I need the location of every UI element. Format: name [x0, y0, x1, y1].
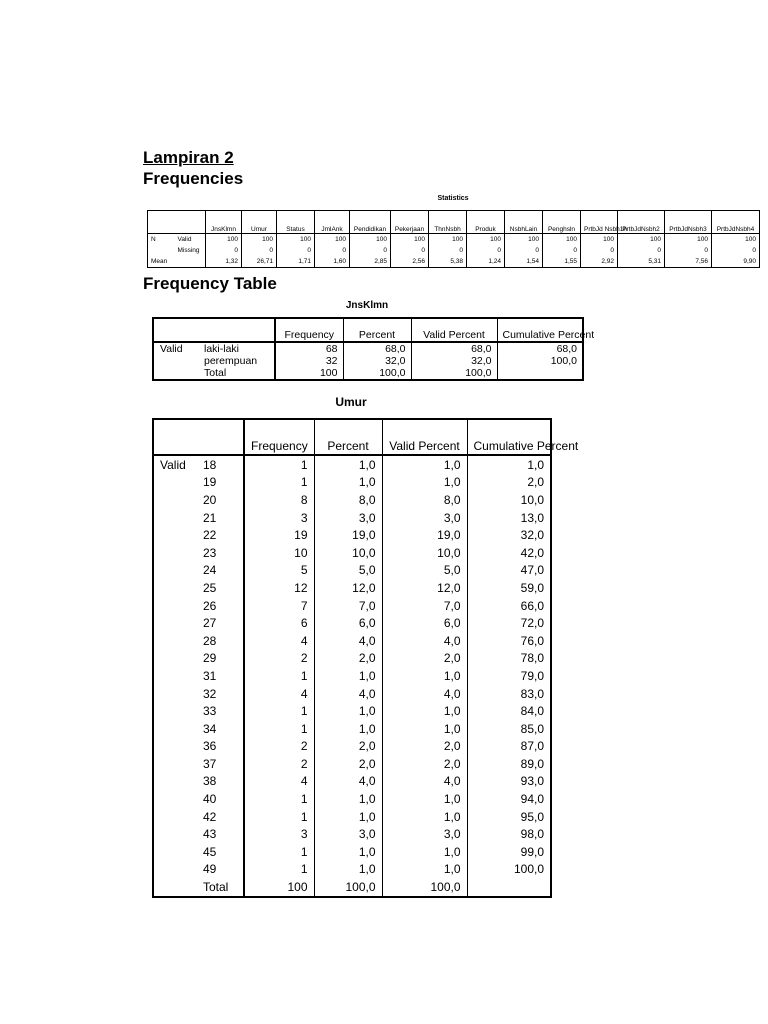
cell-frequency: 1: [244, 861, 314, 879]
table-cell: 0: [543, 245, 581, 256]
row-category: 33: [199, 702, 244, 720]
table-cell: 0: [467, 245, 505, 256]
table-row: [153, 367, 583, 380]
cell-percent: 4,0: [314, 685, 382, 703]
table-cell: 7,56: [665, 256, 712, 268]
row-label: [153, 685, 199, 703]
table-row: [153, 755, 551, 773]
table-cell: 9,90: [712, 256, 760, 268]
table-row: [153, 650, 551, 668]
table-cell: 100: [467, 234, 505, 246]
table-cell: 0: [712, 245, 760, 256]
cell-cumulative: 99,0: [520, 844, 544, 859]
cell-percent: 68,0: [343, 342, 411, 355]
table-cell: 26,71: [242, 256, 277, 268]
appendix-title: Lampiran 2: [143, 148, 234, 167]
cell-frequency: 5: [244, 562, 314, 580]
table-row: [153, 491, 551, 509]
cell-valid-percent: 1,0: [382, 667, 467, 685]
column-header: NsbhLain: [505, 211, 543, 234]
cell-cumulative: 1,0: [527, 457, 544, 472]
cell-percent: 1,0: [314, 843, 382, 861]
row-label: [153, 825, 199, 843]
cell-frequency: 1: [244, 720, 314, 738]
cell-percent: 100,0: [314, 878, 382, 897]
table-cell: 1,32: [206, 256, 242, 268]
cell-frequency: 1: [244, 702, 314, 720]
cell-frequency: 4: [244, 685, 314, 703]
column-header: Percent: [314, 419, 382, 455]
statistics-table-title: Statistics: [437, 195, 469, 202]
row-label: [153, 861, 199, 879]
column-header: Frequency: [275, 318, 343, 342]
statistics-table: [147, 210, 760, 268]
cell-frequency: 8: [244, 491, 314, 509]
table-row: [153, 544, 551, 562]
jnsklmn-table-title: JnsKlmn: [345, 300, 389, 311]
cell-valid-percent: 1,0: [382, 808, 467, 826]
cell-cumulative: 66,0: [520, 598, 544, 613]
cell-valid-percent: 100,0: [382, 878, 467, 897]
table-cell: 2,85: [350, 256, 391, 268]
table-row: [148, 245, 760, 256]
table-cell: 0: [665, 245, 712, 256]
table-row: [153, 455, 551, 474]
table-cell: 1,60: [315, 256, 350, 268]
row-label: [153, 355, 199, 367]
cell-frequency: 3: [244, 825, 314, 843]
row-label: [153, 808, 199, 826]
table-row: [153, 825, 551, 843]
column-header: Frequency: [244, 419, 314, 455]
table-row: [153, 474, 551, 492]
column-header: PrtbJdNsbh2: [618, 211, 665, 234]
cell-frequency: 4: [244, 773, 314, 791]
table-cell: 100: [277, 234, 315, 246]
column-header: Pekerjaan: [391, 211, 429, 234]
cell-valid-percent: 3,0: [382, 509, 467, 527]
table-row: [148, 234, 760, 246]
row-category: 21: [199, 509, 244, 527]
row-label: [153, 597, 199, 615]
cell-valid-percent: 6,0: [382, 614, 467, 632]
table-row: [153, 526, 551, 544]
cell-percent: 3,0: [314, 825, 382, 843]
cell-percent: 2,0: [314, 755, 382, 773]
jnsklmn-frequency-table: [152, 317, 595, 381]
cell-valid-percent: 1,0: [382, 702, 467, 720]
cell-cumulative: 95,0: [520, 809, 544, 824]
frequencies-heading: Frequencies: [143, 169, 244, 188]
row-category: Total: [199, 878, 244, 897]
header-spacer: [153, 318, 199, 342]
table-row: [153, 579, 551, 597]
cell-frequency: 1: [244, 790, 314, 808]
column-header: JmlAnk: [315, 211, 350, 234]
cell-valid-percent: 1,0: [382, 861, 467, 879]
column-header: Cumulative Percent: [497, 318, 583, 342]
cell-frequency: 6: [244, 614, 314, 632]
cell-percent: 1,0: [314, 474, 382, 492]
cell-valid-percent: 68,0: [411, 342, 497, 355]
column-header: PrtbJd Nsbh1h: [581, 211, 618, 234]
table-header-row: [153, 419, 551, 455]
cell-cumulative: 98,0: [520, 827, 544, 842]
table-cell: 100: [618, 234, 665, 246]
table-row: [153, 562, 551, 580]
table-cell: 2,92: [581, 256, 618, 268]
row-category: 36: [199, 738, 244, 756]
row-label: [153, 509, 199, 527]
table-header-row: [153, 318, 583, 342]
table-cell: 100: [712, 234, 760, 246]
row-label: [153, 773, 199, 791]
table-cell: 100: [350, 234, 391, 246]
column-header: PrtbJdNsbh3: [665, 211, 712, 234]
cell-valid-percent: 12,0: [382, 579, 467, 597]
cell-cumulative: 32,0: [520, 528, 544, 543]
table-cell: 100: [242, 234, 277, 246]
cell-cumulative: 2,0: [527, 475, 544, 490]
cell-valid-percent: 19,0: [382, 526, 467, 544]
cell-valid-percent: 5,0: [382, 562, 467, 580]
cell-cumulative: 89,0: [520, 756, 544, 771]
table-cell: 100: [543, 234, 581, 246]
header-spacer: [175, 211, 206, 234]
table-cell: 100: [505, 234, 543, 246]
table-row: [153, 790, 551, 808]
row-label: [153, 544, 199, 562]
cell-valid-percent: 4,0: [382, 685, 467, 703]
row-label: [153, 650, 199, 668]
cell-frequency: 2: [244, 755, 314, 773]
row-category: 24: [199, 562, 244, 580]
cell-frequency: 1: [244, 808, 314, 826]
table-row: [153, 808, 551, 826]
row-label: [153, 720, 199, 738]
cell-cumulative: 59,0: [520, 580, 544, 595]
row-category: perempuan: [199, 355, 275, 367]
row-category: 26: [199, 597, 244, 615]
cell-frequency: 1: [244, 843, 314, 861]
table-cell: 100: [665, 234, 712, 246]
cell-percent: 8,0: [314, 491, 382, 509]
cell-frequency: 4: [244, 632, 314, 650]
row-label: [153, 562, 199, 580]
cell-valid-percent: 2,0: [382, 650, 467, 668]
row-label: [153, 790, 199, 808]
row-label: [153, 491, 199, 509]
header-spacer: [199, 419, 244, 455]
cell-valid-percent: 8,0: [382, 491, 467, 509]
cell-percent: 4,0: [314, 632, 382, 650]
table-cell: 1,24: [467, 256, 505, 268]
table-row: [153, 509, 551, 527]
table-row: [153, 667, 551, 685]
cell-cumulative: 42,0: [520, 545, 544, 560]
row-category: 42: [199, 808, 244, 826]
row-sublabel: [175, 256, 206, 268]
row-category: 31: [199, 667, 244, 685]
cell-valid-percent: 32,0: [411, 355, 497, 367]
cell-frequency: 2: [244, 650, 314, 668]
table-row: [153, 843, 551, 861]
row-category: 40: [199, 790, 244, 808]
column-header: Umur: [242, 211, 277, 234]
column-header: Penghsln: [543, 211, 581, 234]
cell-frequency: 10: [244, 544, 314, 562]
cell-cumulative: 100,0: [513, 862, 544, 877]
table-row: [153, 702, 551, 720]
cell-percent: 1,0: [314, 702, 382, 720]
frequency-table-heading: Frequency Table: [143, 274, 277, 293]
table-cell: 0: [277, 245, 315, 256]
cell-valid-percent: 4,0: [382, 773, 467, 791]
row-label: [153, 738, 199, 756]
cell-percent: 1,0: [314, 455, 382, 474]
header-spacer: [153, 419, 199, 455]
cell-frequency: 68: [275, 342, 343, 355]
cell-frequency: 2: [244, 738, 314, 756]
row-category: 23: [199, 544, 244, 562]
cell-percent: 1,0: [314, 861, 382, 879]
row-label: Valid: [160, 457, 186, 472]
cell-cumulative: 68,0: [556, 342, 577, 355]
table-row: [153, 685, 551, 703]
table-row: [153, 878, 551, 897]
table-row: [153, 614, 551, 632]
table-row: [153, 632, 551, 650]
cell-cumulative: 87,0: [520, 739, 544, 754]
table-row: [153, 861, 551, 879]
row-category: 29: [199, 650, 244, 668]
header-spacer: [199, 318, 275, 342]
cell-valid-percent: 1,0: [382, 720, 467, 738]
cell-frequency: 100: [244, 878, 314, 897]
cell-cumulative: 83,0: [520, 686, 544, 701]
cell-cumulative: 10,0: [520, 492, 544, 507]
row-label: [153, 667, 199, 685]
table-row: [153, 738, 551, 756]
cell-cumulative: 94,0: [520, 792, 544, 807]
table-cell: 0: [242, 245, 277, 256]
cell-cumulative: [497, 367, 583, 380]
row-label: [153, 702, 199, 720]
row-label: [153, 614, 199, 632]
table-cell: 0: [505, 245, 543, 256]
row-label: N: [151, 236, 156, 243]
table-cell: 1,54: [505, 256, 543, 268]
table-row: [153, 773, 551, 791]
row-label: Mean: [151, 258, 168, 265]
cell-frequency: 3: [244, 509, 314, 527]
column-header: ThnNsbh: [429, 211, 467, 234]
column-header: PrtbJdNsbh4: [712, 211, 760, 234]
cell-cumulative: 78,0: [520, 651, 544, 666]
row-label: [153, 579, 199, 597]
table-cell: 5,38: [429, 256, 467, 268]
cell-cumulative: 13,0: [520, 510, 544, 525]
cell-frequency: 7: [244, 597, 314, 615]
cell-frequency: 19: [244, 526, 314, 544]
table-row: [153, 720, 551, 738]
cell-percent: 4,0: [314, 773, 382, 791]
row-label: [153, 367, 199, 380]
table-row: [153, 342, 583, 355]
table-row: [148, 256, 760, 268]
table-cell: 0: [206, 245, 242, 256]
row-label: [153, 632, 199, 650]
cell-frequency: 1: [244, 474, 314, 492]
row-category: 22: [199, 526, 244, 544]
cell-percent: 3,0: [314, 509, 382, 527]
row-label: [153, 878, 199, 897]
cell-percent: 1,0: [314, 808, 382, 826]
row-category: 18: [199, 455, 244, 474]
row-label: [153, 843, 199, 861]
row-label: [153, 526, 199, 544]
row-category: 49: [199, 861, 244, 879]
row-category: 37: [199, 755, 244, 773]
table-cell: 0: [350, 245, 391, 256]
umur-frequency-table: [152, 418, 579, 898]
cell-valid-percent: 2,0: [382, 738, 467, 756]
row-label: Valid: [160, 342, 183, 355]
table-cell: 1,55: [543, 256, 581, 268]
table-cell: 100: [581, 234, 618, 246]
cell-cumulative: 76,0: [520, 633, 544, 648]
cell-cumulative: 72,0: [520, 616, 544, 631]
cell-percent: 32,0: [343, 355, 411, 367]
row-label: [153, 755, 199, 773]
row-category: 20: [199, 491, 244, 509]
table-cell: 0: [581, 245, 618, 256]
cell-cumulative: 47,0: [520, 563, 544, 578]
column-header: Produk: [467, 211, 505, 234]
cell-valid-percent: 7,0: [382, 597, 467, 615]
cell-valid-percent: 1,0: [382, 455, 467, 474]
row-category: 32: [199, 685, 244, 703]
row-category: 45: [199, 843, 244, 861]
cell-percent: 7,0: [314, 597, 382, 615]
cell-cumulative: [467, 878, 551, 897]
cell-percent: 6,0: [314, 614, 382, 632]
column-header: JnsKlmn: [206, 211, 242, 234]
cell-cumulative: 84,0: [520, 704, 544, 719]
cell-percent: 12,0: [314, 579, 382, 597]
row-category: 19: [199, 474, 244, 492]
table-cell: 100: [391, 234, 429, 246]
row-sublabel: Missing: [175, 245, 206, 256]
table-cell: 0: [429, 245, 467, 256]
row-category: 43: [199, 825, 244, 843]
cell-cumulative: 79,0: [520, 668, 544, 683]
row-category: Total: [199, 367, 275, 380]
cell-valid-percent: 1,0: [382, 474, 467, 492]
table-cell: 100: [429, 234, 467, 246]
column-header: Percent: [343, 318, 411, 342]
row-label: [148, 245, 175, 256]
cell-percent: 19,0: [314, 526, 382, 544]
row-label: [153, 474, 199, 492]
cell-valid-percent: 1,0: [382, 843, 467, 861]
table-cell: 2,56: [391, 256, 429, 268]
column-header: Valid Percent: [382, 419, 467, 455]
cell-valid-percent: 100,0: [411, 367, 497, 380]
cell-valid-percent: 4,0: [382, 632, 467, 650]
row-category: 34: [199, 720, 244, 738]
table-cell: 0: [391, 245, 429, 256]
cell-percent: 2,0: [314, 650, 382, 668]
cell-frequency: 1: [244, 455, 314, 474]
cell-valid-percent: 2,0: [382, 755, 467, 773]
cell-valid-percent: 3,0: [382, 825, 467, 843]
cell-percent: 1,0: [314, 720, 382, 738]
row-category: 27: [199, 614, 244, 632]
row-category: 28: [199, 632, 244, 650]
table-cell: 1,71: [277, 256, 315, 268]
cell-cumulative: 85,0: [520, 721, 544, 736]
cell-frequency: 32: [275, 355, 343, 367]
header-spacer: [148, 211, 175, 234]
column-header: Status: [277, 211, 315, 234]
cell-percent: 1,0: [314, 667, 382, 685]
umur-table-title: Umur: [335, 395, 367, 409]
cell-frequency: 100: [275, 367, 343, 380]
row-category: 38: [199, 773, 244, 791]
table-cell: 5,31: [618, 256, 665, 268]
cell-percent: 1,0: [314, 790, 382, 808]
column-header: Pendidikan: [350, 211, 391, 234]
cell-percent: 10,0: [314, 544, 382, 562]
cell-cumulative: 93,0: [520, 774, 544, 789]
statistics-header-row: [148, 211, 760, 234]
cell-cumulative: 100,0: [550, 354, 577, 367]
cell-percent: 100,0: [343, 367, 411, 380]
cell-frequency: 12: [244, 579, 314, 597]
row-category: laki-laki: [199, 342, 275, 355]
cell-valid-percent: 1,0: [382, 790, 467, 808]
table-cell: 0: [618, 245, 665, 256]
table-row: [153, 597, 551, 615]
column-header: Valid Percent: [411, 318, 497, 342]
table-cell: 100: [315, 234, 350, 246]
cell-valid-percent: 10,0: [382, 544, 467, 562]
table-row: [153, 355, 583, 367]
row-sublabel: Valid: [175, 234, 206, 246]
cell-percent: 5,0: [314, 562, 382, 580]
cell-percent: 2,0: [314, 738, 382, 756]
column-header: Cumulative Percent: [467, 419, 551, 455]
table-cell: 0: [315, 245, 350, 256]
row-category: 25: [199, 579, 244, 597]
cell-frequency: 1: [244, 667, 314, 685]
table-cell: 100: [206, 234, 242, 246]
